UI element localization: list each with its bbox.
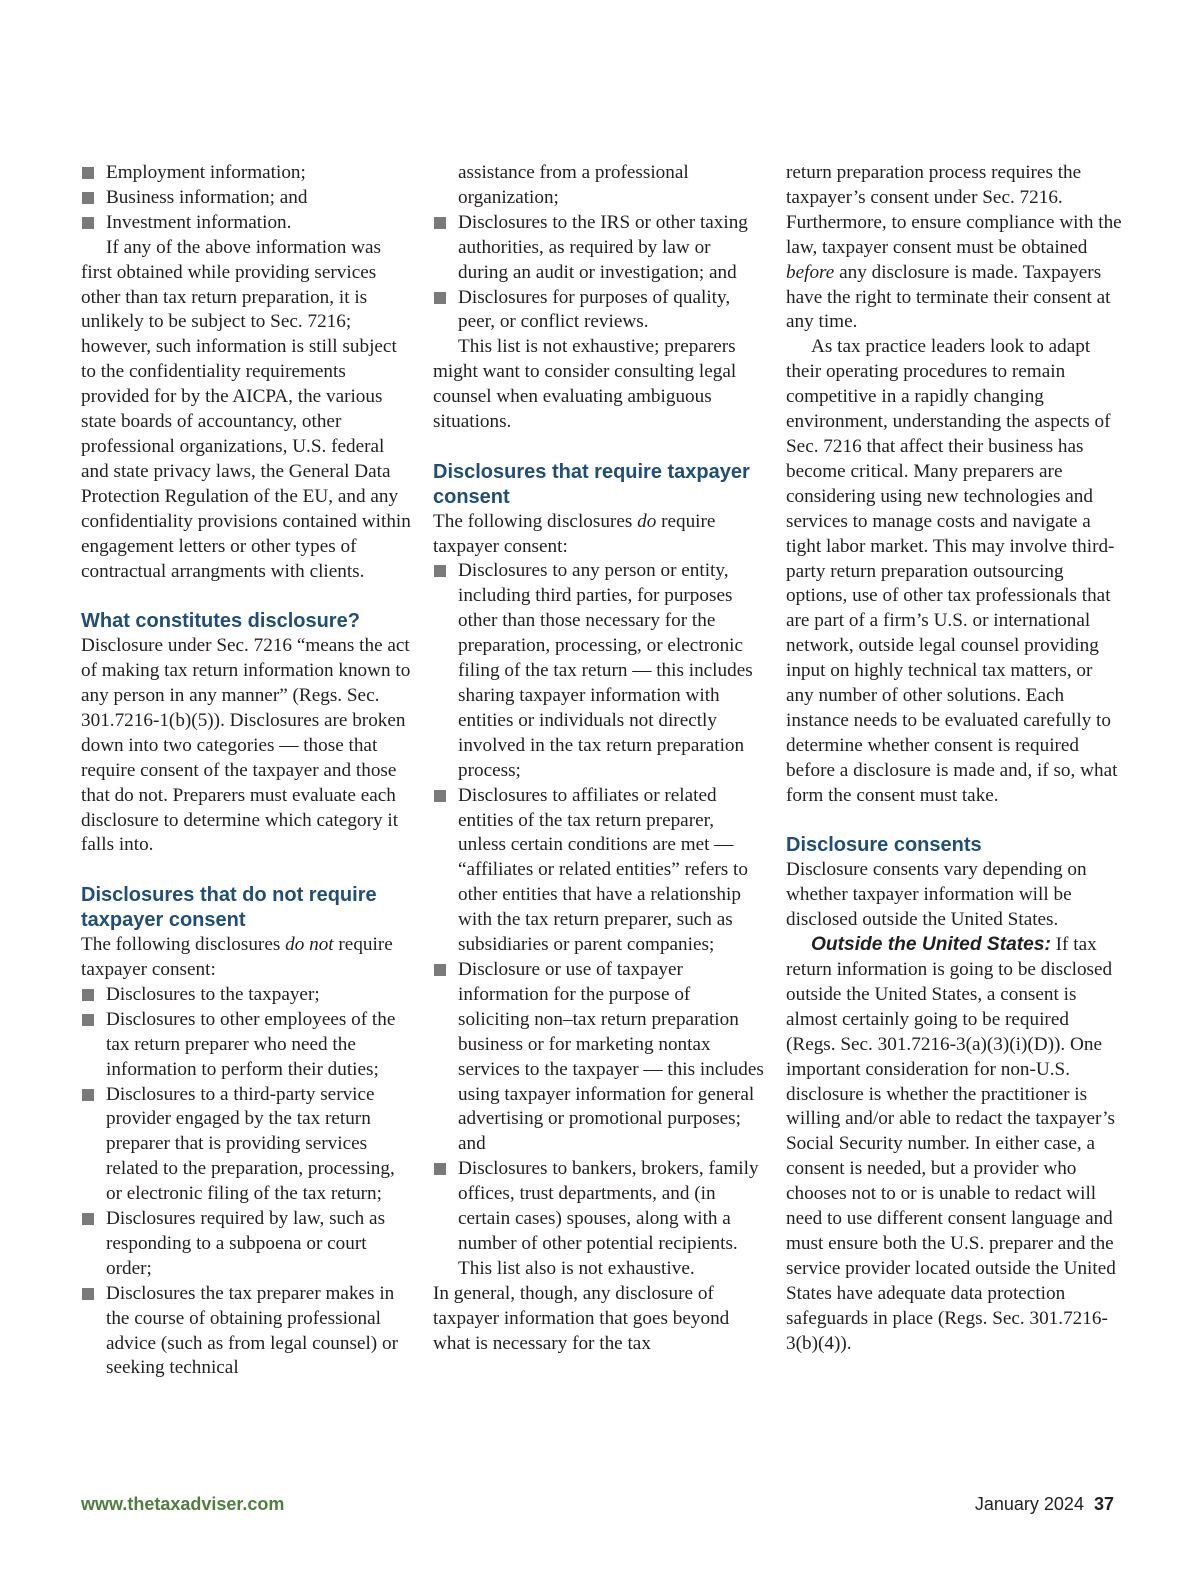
list-item: Disclosures the tax preparer makes in the course of obtaining professional advice (such as from legal counsel) or seeking technical — [81, 1282, 411, 1382]
page-number: 37 — [1093, 1494, 1114, 1514]
list-item: Disclosures to a third-party service provider engaged by the tax return preparer that is providing services related to the preparation, processing, or electronic filing of the tax return; — [81, 1083, 411, 1208]
list-item: Disclosures to any person or entity, including third parties, for purposes other than those necessary for the preparation, processing, or electronic filing of the tax return — this includes sharing taxpayer information with entities or individuals not directly involved in the tax return preparation process; — [433, 559, 765, 783]
paragraph: This list is not exhaustive; preparers might want to consider consulting legal counsel when evaluating ambiguous situations. — [433, 336, 737, 433]
square-bullet-icon — [434, 217, 446, 229]
paragraph: The following disclosures do require taxpayer consent: — [433, 510, 716, 557]
paragraph: As tax practice leaders look to adapt their operating procedures to remain competitive in a rapidly changing environment, understanding the aspects of Sec. 7216 that affect their business has become critical. Many preparers are considering using new technologies and services to manage costs and navigate a tight labor market. This may involve third-party return preparation outsourcing options, use of other tax professionals that are part of a firm’s U.S. or international network, outside legal counsel providing input on highly technical tax matters, or any number of other solutions. Each instance needs to be evaluated carefully to determine whether consent is required before a disclosure is made and, if so, what form the consent must take. — [786, 336, 1118, 806]
list-item: Disclosures for purposes of quality, peer, or conflict reviews. — [433, 286, 765, 336]
paragraph: If any of the above information was first obtained while providing services other than tax return preparation, it is unlikely to be subject to Sec. 7216; however, such information is still subject to the confidentiality requirements provided for by the AICPA, the various state boards of accountancy, other professional organizations, U.S. federal and state privacy laws, the General Data Protection Regulation of the EU, and any confidentiality provisions contained within engagement letters or other types of contractual arrangments with clients. — [81, 236, 411, 582]
column-1 — [81, 161, 411, 1381]
footer-issue-info — [975, 1494, 1114, 1515]
square-bullet-icon — [82, 1288, 94, 1300]
list-item: Business information; and — [81, 186, 411, 211]
no-consent-list — [81, 983, 411, 1382]
list-item: Disclosures to bankers, brokers, family offices, trust departments, and (in certain cases) spouses, along with a number of other potential recipients. — [433, 1157, 765, 1257]
square-bullet-icon — [82, 989, 94, 1001]
square-bullet-icon — [434, 1163, 446, 1175]
list-item: Disclosures to the IRS or other taxing authorities, as required by law or during an audit or investigation; and — [433, 211, 765, 286]
section-heading-what-constitutes-disclosure: What constitutes disclosure? — [81, 610, 360, 633]
square-bullet-icon — [82, 167, 94, 179]
square-bullet-icon — [82, 1089, 94, 1101]
column-3 — [786, 161, 1122, 1356]
footer-website-link[interactable]: www.thetaxadviser.com — [81, 1494, 285, 1514]
square-bullet-icon — [82, 1014, 94, 1026]
list-item: Employment information; — [81, 161, 411, 186]
footer-date: January 2024 — [974, 1494, 1084, 1514]
list-item: Disclosures to the taxpayer; — [81, 983, 411, 1008]
run-in-heading-outside-us: Outside the United States: — [811, 934, 1051, 956]
info-bullet-list — [81, 161, 411, 236]
paragraph: Outside the United States: If tax return information is going to be disclosed outside the United States, a consent is almost certainly going to be required (Regs. Sec. 301.7216-3(a)(3)(i)(D)). One important consideration for non-U.S. disclosure is whether the practitioner is willing and/or able to redact the taxpayer’s Social Security number. In either case, a consent is needed, but a provider who chooses not to or is unable to redact will need to use different consent language and must ensure both the U.S. preparer and the service provider located outside the United States have adequate data protection safeguards in place (Regs. Sec. 301.7216-3(b)(4)). — [786, 934, 1116, 1354]
section-heading-disclosure-consents: Disclosure consents — [786, 834, 982, 857]
paragraph: This list also is not exhaustive. — [458, 1257, 695, 1279]
paragraph: In general, though, any disclosure of taxpayer information that goes beyond what is necessary for the tax — [433, 1282, 730, 1354]
paragraph: Disclosure consents vary depending on whether taxpayer information will be disclosed outside the United States. — [786, 859, 1087, 931]
list-item: Disclosures to affiliates or related entities of the tax return preparer, unless certain conditions are met — “affiliates or related entities” refers to other entities that have a relationship with the tax return preparer, such as subsidiaries or parent companies; — [433, 784, 765, 958]
list-item: Disclosures required by law, such as responding to a subpoena or court order; — [81, 1207, 411, 1282]
square-bullet-icon — [434, 790, 446, 802]
square-bullet-icon — [434, 964, 446, 976]
square-bullet-icon — [82, 217, 94, 229]
section-heading-consent-required: Disclosures that require taxpayer consent — [433, 460, 750, 508]
list-item: Investment information. — [81, 211, 411, 236]
square-bullet-icon — [434, 292, 446, 304]
no-consent-list-continued — [433, 161, 765, 335]
paragraph: The following disclosures do not require taxpayer consent: — [81, 934, 393, 980]
list-item: Disclosure or use of taxpayer information for the purpose of soliciting non–tax return preparation business or for marketing nontax services to the taxpayer — this includes using taxpayer information for general advertising or promotional purposes; and — [433, 958, 765, 1157]
square-bullet-icon — [82, 192, 94, 204]
list-item: Disclosures to other employees of the tax return preparer who need the information to perform their duties; — [81, 1008, 411, 1083]
consent-required-list — [433, 559, 765, 1256]
paragraph: return preparation process requires the taxpayer’s consent under Sec. 7216. Furthermore, to ensure compliance with the law, taxpayer consent must be obtained before any disclosure is made. Taxpayers have the right to terminate their consent at any time. — [786, 162, 1122, 333]
list-item-continued: assistance from a professional organization; — [458, 162, 689, 208]
square-bullet-icon — [82, 1213, 94, 1225]
paragraph: Disclosure under Sec. 7216 “means the act of making tax return information known to any person in any manner” (Regs. Sec. 301.7216-1(b)(5)). Disclosures are broken down into two categories — those that require consent of the taxpayer and those that do not. Preparers must evaluate each disclosure to determine which category it falls into. — [81, 635, 411, 856]
square-bullet-icon — [434, 565, 446, 577]
column-2 — [433, 161, 765, 1356]
section-heading-no-consent: Disclosures that do not require taxpayer consent — [81, 884, 377, 932]
